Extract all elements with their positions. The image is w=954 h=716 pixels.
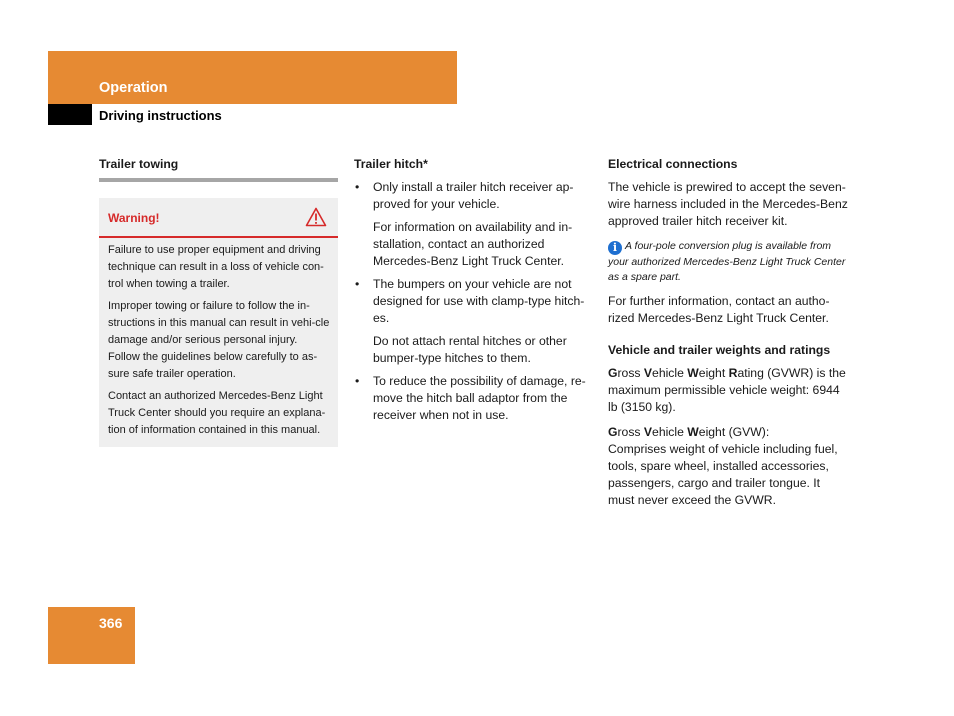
heading-trailer-hitch: Trailer hitch*: [354, 157, 428, 171]
heading-trailer-towing: Trailer towing: [99, 157, 179, 171]
subsection-title: Driving instructions: [99, 108, 222, 123]
word-part: ehicle: [652, 366, 688, 380]
word-part: eight (GVW):: [698, 425, 770, 439]
warning-paragraph: Contact an authorized Mercedes-Benz Light Truck Center should you require an explana-tion of information contained in this manual.: [108, 390, 326, 436]
word-part: ross: [617, 425, 644, 439]
warning-paragraph: Failure to use proper equipment and driving technique can result in a loss of vehicle con-trol when towing a trailer.: [108, 244, 324, 290]
warning-title: Warning!: [108, 211, 160, 225]
electrical-intro: The vehicle is prewired to accept the seven-wire harness included in the Mercedes-Benz approved trailer hitch receiver kit.: [608, 180, 848, 228]
initial-letter: W: [687, 425, 699, 439]
column-trailer-towing: [99, 156, 338, 447]
info-icon: i: [608, 241, 622, 255]
initial-letter: R: [728, 366, 738, 380]
warning-triangle-icon: [305, 207, 327, 227]
list-item: [354, 179, 594, 270]
initial-letter: G: [608, 366, 618, 380]
heading-electrical-connections: Electrical connections: [608, 157, 738, 171]
bullet-dot: •: [355, 180, 360, 194]
gvw-description: Comprises weight of vehicle including fuel, tools, spare wheel, installed accessories, passengers, cargo and trailer tongue. It must never exceed the GVWR.: [608, 442, 838, 507]
section-tab-marker: [48, 104, 92, 125]
word-part: eight: [698, 366, 729, 380]
initial-letter: V: [643, 366, 653, 380]
hitch-bullet-list: [354, 179, 594, 424]
warning-box: [99, 198, 338, 447]
initial-letter: G: [608, 425, 618, 439]
column-electrical-connections: [608, 156, 848, 509]
warning-paragraph: Improper towing or failure to follow the in-structions in this manual can result in vehi-cle damage and/or serious personal injury. Follow the guidelines below carefully to as-sure safe trailer operation.: [108, 300, 330, 380]
warning-body: [99, 238, 338, 447]
heading-rule: [99, 178, 338, 182]
list-item: [354, 373, 594, 424]
column-trailer-hitch: [354, 156, 594, 424]
bullet-text: Only install a trailer hitch receiver ap-proved for your vehicle.: [373, 180, 574, 211]
further-information: For further information, contact an autho-rized Mercedes-Benz Light Truck Center.: [608, 294, 830, 325]
bullet-subtext: For information on availability and in-stallation, contact an authorized Mercedes-Benz Light Truck Center.: [373, 220, 573, 268]
bullet-dot: •: [355, 277, 360, 291]
list-item: [354, 276, 594, 367]
header-band: [48, 51, 457, 104]
info-note-text: A four-pole conversion plug is available from your authorized Mercedes-Benz Light Truck Center as a spare part.: [608, 240, 846, 283]
bullet-text: To reduce the possibility of damage, re-move the hitch ball adaptor from the receiver when not in use.: [373, 374, 586, 422]
word-part: ross: [617, 366, 644, 380]
gvw-definition: [608, 424, 848, 509]
word-part: ating (GVWR) is the maximum permissible vehicle weight: 6944 lb (3150 kg).: [608, 366, 846, 414]
page-number: 366: [99, 615, 123, 631]
bullet-text: The bumpers on your vehicle are not designed for use with clamp-type hitch-es.: [373, 277, 585, 325]
heading-weights-ratings: Vehicle and trailer weights and ratings: [608, 343, 831, 357]
section-title: Operation: [99, 80, 168, 96]
initial-letter: W: [687, 366, 699, 380]
bullet-subtext: Do not attach rental hitches or other bumper-type hitches to them.: [373, 334, 567, 365]
initial-letter: V: [643, 425, 653, 439]
info-note: [608, 239, 848, 285]
bullet-dot: •: [355, 374, 360, 388]
warning-header: [99, 198, 338, 238]
word-part: ehicle: [652, 425, 688, 439]
gvwr-definition: [608, 365, 848, 416]
